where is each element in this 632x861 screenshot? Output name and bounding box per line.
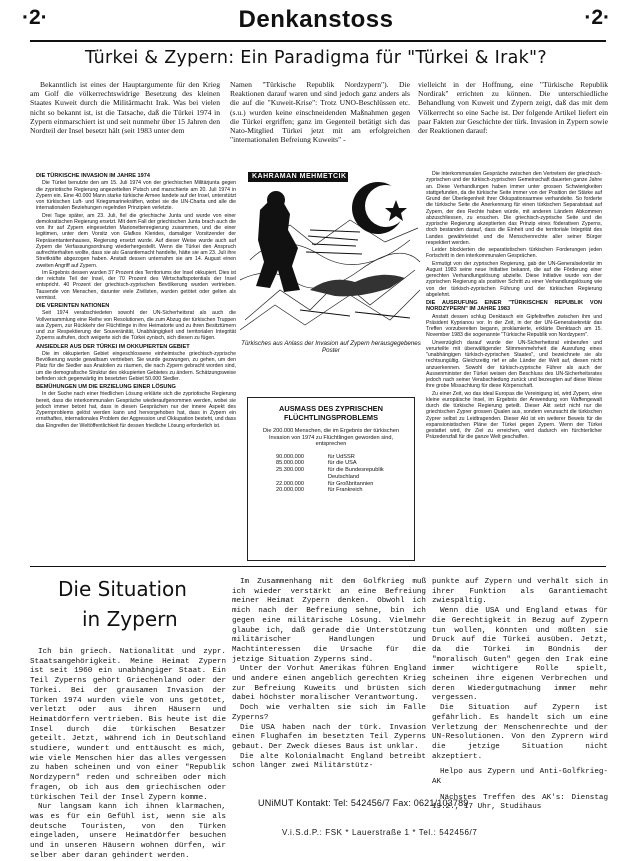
- paragraph: Die Situation auf Zypern ist gefährlich. Es handelt sich um eine Verletzung der Menschenrechte und der UN-Resolutionen. Von den Zyprern wird die jetzige Situation nicht akzeptiert.: [432, 704, 608, 761]
- paragraph: Die Türkei benutzte den am 15. Juli 1974 von der griechischen Militärjunta gegen die zypriotische Regierung angezettelten Putsch und marschierte am 20. Juli 1974 in Zypern ein. Eine 40.000 Mann starke türkische Armee landete auf der Insel, unterstützt von türkischen Luft- und Kriegsmarinekräften, wobei sie die UN-Charta und alle die internationalen Beziehungen regelnden Prinzipien verletzte.: [36, 180, 236, 212]
- refugees-box-title: AUSMASS DES ZYPRISCHEN FLÜCHTLINGSPROBLEMS: [279, 404, 383, 422]
- contact-line: UNiMUT Kontakt: Tel: 542456/7 Fax: 0621/103789: [258, 798, 469, 808]
- paragraph: Nur langsam kann ich ihnen klarmachen, was es für ein Gefühl ist, wenn sie als deutsche Touristen, von den Türken eingeladen, unsere Heimatdörfer besuchen und in unseren Häusern wohnen dürfen, wir selber aber daran gehindert werden.: [30, 803, 226, 860]
- paragraph: Anstatt dessen schlug Denktasch ein Gipfeltreffen zwischen ihm und Präsident Kyprianou vor. In der Zeit, in der der UN-Generalsekretär das Treffen vorzubereiten begann, proklamierte, erklärte Denktasch am 15. November 1983 die sogenannte "Türkische Republik von Nordzypern".: [426, 313, 602, 339]
- paragraph: punkte auf Zypern und verhält sich in ihrer Funktion als Garantiemacht zwiespältig.: [432, 578, 608, 606]
- poster-banner: KAHRAMAN MEHMETCIK: [252, 173, 347, 180]
- paragraph: Im Ergebnis dessen wurden 37 Prozent des Territoriums der Insel okkupiert. Dies ist der reichste Teil der Insel, der 70 Prozent des Wirtschaftspotentials der Insel entspricht. 40 Prozent der griechisch-zyprischen Bevölkerung wurden vertrieben. Tausende von Menschen, darunter viele Zivilisten, wurden getötet oder gelten als vermisst.: [36, 269, 236, 301]
- intro-column-1: Bekanntlich ist eines der Hauptargumente für den Krieg am Golf die völkerrechtswidrige Besetzung des kleinen Staates Kuweit durch die Militärmacht Irak. Was bei vielen nicht so bekannt ist, ist die Tatsache, daß die Türkei 1974 in Zypern einmarschiert ist und seit nunmehr über 15 Jahren den Nordteil der Insel besetzt hält (seit 1983 unter dem: [30, 80, 220, 136]
- page-number-right: ·2·: [584, 6, 610, 29]
- poster-caption: Türkisches aus Anlass der Invasion auf Zypern herausgegebenes Poster: [241, 340, 421, 355]
- page-number-left: ·2·: [22, 6, 48, 29]
- paragraph: Doch wie verhalten sie sich im Falle Zyperns?: [232, 704, 426, 722]
- section-divider: [30, 566, 606, 567]
- paragraph: Die USA haben nach der türk. Invasion einen Flughafen im besetzten Teil Zyperns gebaut. Der Zweck dieses Baus ist unklar.: [232, 723, 426, 751]
- paragraph: In der Suche nach einer friedlichen Lösung erklärte sich die zypriotische Regierung bereit, dass die interkommunalen Gespräche wiederaufgenommen werden, wobei sie jedoch immer betont hat, dass in diesen Gesprächen nur der innere Aspekt des Zypernproblems gelöst werden kann und hervorgehoben hat, dass in Zypern ein ernsthaftes, internationales Problem der Aggression und Okkupation besteht, und dass das Eingreifen der Weltöffentlichkeit für dessen friedliche Lösung erforderlich ist.: [36, 391, 236, 429]
- situation-column-3: [432, 578, 608, 828]
- section-heading: DIE VEREINTEN NATIONEN: [36, 303, 110, 309]
- poster-illustration: [240, 170, 420, 336]
- paragraph: Drei Tage später, am 23. Juli, fiel die griechische Junta und wurde von einer demokratischen Regierung ersetzt. Mit dem Fall der griechischen Junta brach auch die von ihr auf Zypern eingesetzten Marionettenregierung zusammen, und die einer legitimen, unter dem Vorsitz von Glafkos Klerides, damaliger Vorsitzender der Repräsentantenhauses, Regierung ersetzt wurde. Auf dieser Weise wurde auch auf Zypern die Verfassungsordnung wiederhergestellt. Wenn die Türkei den Anspruch aufrechterhalten wollte, dass sie als Garantiemacht handelte, hätte sie am 23. Juli ihre Streitkräfte abgezogen haben. Anstatt dessen unternahm sie am 14. August einen zweiten Angriff auf Zypern.: [36, 212, 236, 269]
- situation-title-line1: Die Situation: [58, 577, 187, 601]
- intro-column-3: vielleicht in der Hoffnung, eine "Türkische Republik Nordirak" errichten zu können. Die unterschiedliche Behandlung von Kuweit und Zypern zeigt, daß das mit dem Völkerrecht so eine Sache ist. Der folgende Artikel liefert ein paar Fakten zur Geschichte der türk. Invasion in Zypern sowie der Reaktionen darauf:: [418, 80, 608, 136]
- visdp-line: V.i.S.d.P.: FSK * Lauerstraße 1 * Tel.: 542456/7: [282, 828, 478, 837]
- situation-column-1: [30, 648, 226, 860]
- poster-image: [240, 170, 420, 336]
- paragraph: Die im okkupierten Gebiet eingeschlossene einheimische griechisch-zyprische Bevölkerung wurde gewaltsam vertrieben. Sie wurde gezwungen, zu gehen, um den Platz für die Siedler aus Anatolien zu räumen, die nach Zypern gebracht worden sind, um die demografische Struktur des okkupierten Gebietes zu ändern. Schätzungsweise befinden sich gegenwärtig im besetzten Gebiet 50.000 Siedler.: [36, 350, 236, 382]
- refugees-row: 85.000.000 für die USA: [276, 460, 357, 467]
- paragraph: Unter der Vorhut Amerikas führen England und andere einen angeblich gerechten Krieg zur Befreiung Kuweits und brüsten sich dabei höchster moralischer Verantwortung.: [232, 665, 426, 703]
- refugees-row: 25.300.000 für die Bundesrepublik Deutschland: [276, 467, 384, 480]
- intro-column-2: Namen "Türkische Republik Nordzypern"). Die Reaktionen darauf waren und sind jedoch ganz anders als die auf die "Kuweit-Krise": Trotz UNO-Beschlüssen etc. (s.u.) wurden keine einschneidenden Maßnahmen gegen die Türkei ergriffen; ganz im Gegenteil betätigt sich das Nato-Mitglied Türkei jetzt mit am erfolgreichen "internationalen Befreiung Kuweits" -: [230, 80, 410, 145]
- section-heading: ANSIEDLER AUS DER TÜRKEI IM OKKUPIERTEN GEBIET: [36, 343, 190, 350]
- paragraph: Die alte Kolonialmacht England betreibt schon länger zwei Militärstütz-: [232, 752, 426, 771]
- refugees-box: [247, 397, 415, 561]
- situation-title-line2: in Zypern: [82, 607, 178, 631]
- paragraph: Zu einer Zeit, wo das ideal Europas die Vereinigung ist, wird Zypern, eine kleine europäische Insel, im Ergebnis der Anwendung von Waffengewalt durch die türkische Regierung geteilt. Dieser Akt setzt nicht nur die griechischen Zyprer grossen Qualen aus, sondern verursacht die türkischen Zyprer selbst zu Leidtragenden. Dieser Akt ist ein weiterer Beweis für die expansionistischen Pläne der Türkei gegen Zypern. Wenn der Türkei gestattet wird, ihr Ziel zu erreichen, wird dadurch ein fürchterlicher Präzedenzfall für die ganze Welt geschaffen.: [426, 390, 602, 441]
- invasion-article: [36, 171, 236, 564]
- paragraph: Leider blockierten die separatistischen türkischen Forderungen jeden Fortschritt in den interkommunalen Gesprächen.: [426, 247, 602, 260]
- refugees-row: 90.000.000 für UdSSR: [276, 453, 355, 460]
- situation-column-2: [232, 578, 426, 788]
- section-heading: BEMÜHUNGEN UM DIE ERZIELUNG EINER LÖSUNG: [36, 384, 176, 390]
- paragraph: Im Zusammenhang mit dem Golfkrieg muß ich wieder verstärkt an eine Befreiung meiner Heimat Zypern denken. Obwohl ich mich nach der Befreiung sehne, bin ich gegen eine militärische Lösung. Vielmehr glaube ich, daß gerade die Unterstützung militärischer Handlungen und Machtinteressen die Ursache für die jetzige Situation Zyperns sind.: [232, 578, 426, 664]
- paragraph: Die interkommunalen Gespräche zwischen den Vertretern der griechisch-zyprischen und der türkisch-zyprischen Gemeinschaft dauerten ganze Jahre an. Diese Verhandlungen haben immer unter grossen Schwierigkeiten stattgefunden, da die türkische Seite immer von der Position der Stärke auf Grund der Überlegenheit ihrer Okkupationsarmee verhandelte. So forderte die türkische Seite die Anerkennung für einen türkischen Separatstaat auf Zypern, der des Rechte haben würde, mit anderen Ländern Abkommen abzuschliessen, zu ersuchen. Die griechisch-zyprische Seite und die zyprische Regierung akzeptierten das Prinzip eines föderativen Zyperns, doch bestanden darauf, dass die Einheit und die territoriale Integrität des Landes gewährleistet und die Menschenrechte aller seiner Bürger respektiert werden.: [426, 171, 602, 246]
- refugees-row: 20.000.000 für Frankreich: [276, 487, 363, 494]
- signature: Helpo aus Zypern und Anti-Golfkrieg-AK: [432, 768, 608, 787]
- article-subtitle: Türkei & Zypern: Ein Paradigma für "Türkei & Irak"?: [85, 48, 547, 68]
- paragraph: Ich bin griech. Nationalität und zypr. Staatsangehörigkeit. Meine Heimat Zypern ist seit 1960 ein unabhängiger Staat. Ein Teil Zyperns gehört Griechenland oder der Türkei. Bei der grausamen Invasion der Türken 1974 wurden viele von uns getötet, verletzt oder aus ihren Häusern und Heimatdörfern vertrieben. Bis heute ist die Insel durch die türkischen Besatzer geteilt. Jetzt, während ich in Deutschland studiere, wundert und enttäuscht es mich, wie viele Menschen hier das alles vergessen zu haben scheinen und von einer "Republik Nordzypern" reden und schreiben oder mich fragen, ob ich aus dem griechischen oder türkischen Teil der Insel Zypern komme.: [30, 648, 226, 802]
- refugees-box-intro: Die 200.000 Menschen, die im Ergebnis der türkischen Invasion von 1974 zu Flüchtlingen geworden sind, entsprechen: [263, 428, 399, 448]
- header-rule: [30, 40, 606, 42]
- page-title: Denkanstoss: [238, 6, 394, 33]
- paragraph: Wenn die USA und England etwas für die Gerechtigkeit in Bezug auf Zypern tun wollen, könnten und müßten sie Druck auf die Türkei ausüben. Jetzt, da die Türkei im Bündnis der "moralisch Guten" gegen den Irak eine immer wichtigere Rolle spielt, scheinen ihre eigenen Verbrechen und deren Wiedergutmachung immer mehr vergessen.: [432, 607, 608, 703]
- paragraph: Ermutigt von der zyprischen Regierung, gab der UN-Generalsekretär im August 1983 seine neue Initiative bekannt, die auf die Förderung einer gerechten Verhandlungslösung abzielte. Diese Initiative wurde von der zyprischen Regierung als positiver Schritt zu einer Verhandlungslösung wie von der türkisch-zyprischen Führung und der türkischen Regierung abgelehnt.: [426, 260, 602, 298]
- paragraph: Seit 1974 verabschiedeten sowohl der UN-Sicherheitsrat als auch die Vollversammlung eine Reihe von Resolutionen, die zum Abzug der türkischen Truppen aus Zypern, zur Rückkehr der Flüchtlinge in ihre Heimatorte und zu ihren Besitztümern und zur Respektierung der Souveränität, Unabhängigkeit und territorialen Integrität Zyperns aufrufen, doch weigerte sich die Türkei zynisch, sich diesen zu fügen.: [36, 310, 236, 342]
- refugees-row: 22.000.000 für Großbritannien: [276, 480, 374, 487]
- section-heading: DIE TÜRKISCHE INVASION IM JAHRE 1974: [36, 173, 150, 179]
- paragraph: Unverzüglich darauf wurde der UN-Sicherheitsrat einberufen und verurteilte mit überwältigender Stimmenmehrheit die Ausrufung eines "unabhängigen türkisch-zyprischen Staates", und bezeichnete sie als rechtsungültig. Gleichzeitig rief er alle Länder der Welt auf, diesen nicht anzuerkennen. Sowohl der türkisch-zyprische Führer als auch der Aussenminister der Türkei weisen den Beschluss des UN-Sicherheitsrates jedoch nach seiner Verabschiedung zurück und bezeugten auf diese Weise ihre grobe Missachtung für diese Körperschaft.: [426, 339, 602, 390]
- negotiations-article: [426, 171, 602, 551]
- next-meeting-note: Nächstes Treffen des AK's: Dienstag 19.2., 17 Uhr, Studihaus: [432, 793, 608, 812]
- section-heading: DIE AUSRUFUNG EINER "TÜRKISCHEN REPUBLIK VON NORDZYPERN" IM JAHRE 1983: [426, 300, 602, 313]
